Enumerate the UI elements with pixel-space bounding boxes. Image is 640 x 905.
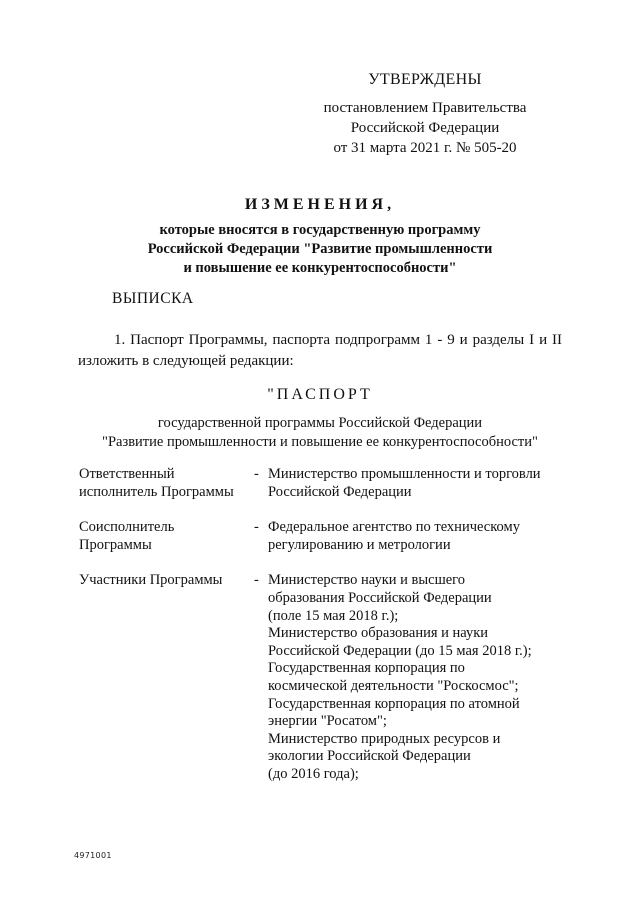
passport-row-co-executor xyxy=(79,519,579,554)
row-label xyxy=(79,519,254,554)
row-dash: - xyxy=(254,466,259,482)
row-label-line: исполнитель Программы xyxy=(79,483,234,500)
row-value xyxy=(268,466,579,501)
approval-line: Российской Федерации xyxy=(350,120,500,136)
passport-subtitle xyxy=(60,414,580,452)
row-value-line: Министерство образования и науки xyxy=(268,625,489,642)
row-value-line: Государственная корпорация по атомной xyxy=(268,695,520,712)
intro-paragraph xyxy=(78,330,562,372)
intro-line: изложить в следующей редакции: xyxy=(78,353,294,369)
passport-row-responsible xyxy=(79,466,579,501)
row-dash: - xyxy=(254,572,259,589)
row-value-line: Государственная корпорация по xyxy=(268,660,465,677)
row-label xyxy=(79,572,254,783)
row-value xyxy=(268,519,579,554)
row-value-line: Министерство промышленности и торговли xyxy=(268,466,541,482)
row-value-line: энергии "Росатом"; xyxy=(268,713,387,730)
changes-subtitle-line: и повышение ее конкурентоспособности" xyxy=(183,260,457,276)
approval-heading: УТВЕРЖДЕНЫ xyxy=(368,71,482,88)
row-value xyxy=(268,572,579,783)
row-value-line: Министерство науки и высшего xyxy=(268,572,466,589)
changes-subtitle xyxy=(80,221,560,278)
row-value-line: Российской Федерации xyxy=(268,483,412,500)
approval-line: от 31 марта 2021 г. № 505-20 xyxy=(333,140,517,156)
row-value-line: Министерство природных ресурсов и xyxy=(268,730,501,747)
row-label-line: Ответственный xyxy=(79,466,175,482)
row-value-line: регулированию и метрологии xyxy=(268,536,451,553)
row-label xyxy=(79,466,254,501)
approval-line: постановлением Правительства xyxy=(323,100,527,116)
passport-title: "ПАСПОРТ xyxy=(267,386,373,403)
changes-subtitle-line: которые вносятся в государственную программу xyxy=(159,222,481,238)
row-value-line: Федеральное агентство по техническому xyxy=(268,519,520,536)
intro-line: 1. Паспорт Программы, паспорта подпрограмм 1 - 9 и разделы I и II xyxy=(114,332,562,348)
extract-label: ВЫПИСКА xyxy=(112,290,194,307)
row-label-line: Участники Программы xyxy=(79,572,223,589)
row-value-line: Российской Федерации (до 15 мая 2018 г.); xyxy=(268,642,532,659)
approval-block xyxy=(300,70,550,158)
row-value-line: экологии Российской Федерации xyxy=(268,748,471,765)
changes-subtitle-line: Российской Федерации "Развитие промышленности xyxy=(147,241,493,257)
changes-title: ИЗМЕНЕНИЯ, xyxy=(244,196,396,213)
row-value-line: образования Российской Федерации xyxy=(268,589,492,606)
document-number: 4971001 xyxy=(74,851,112,860)
passport-subtitle-line: государственной программы Российской Федерации xyxy=(157,415,483,431)
row-label-line: Соисполнитель xyxy=(79,519,175,536)
passport-row-participants xyxy=(79,572,579,783)
row-value-line: (до 2016 года); xyxy=(268,765,359,782)
row-value-line: космической деятельности "Роскосмос"; xyxy=(268,677,519,694)
row-label-line: Программы xyxy=(79,536,152,553)
row-dash: - xyxy=(254,519,259,536)
passport-subtitle-line: "Развитие промышленности и повышение ее конкурентоспособности" xyxy=(102,434,538,450)
passport-table xyxy=(79,466,579,784)
row-value-line: (поле 15 мая 2018 г.); xyxy=(268,607,399,624)
